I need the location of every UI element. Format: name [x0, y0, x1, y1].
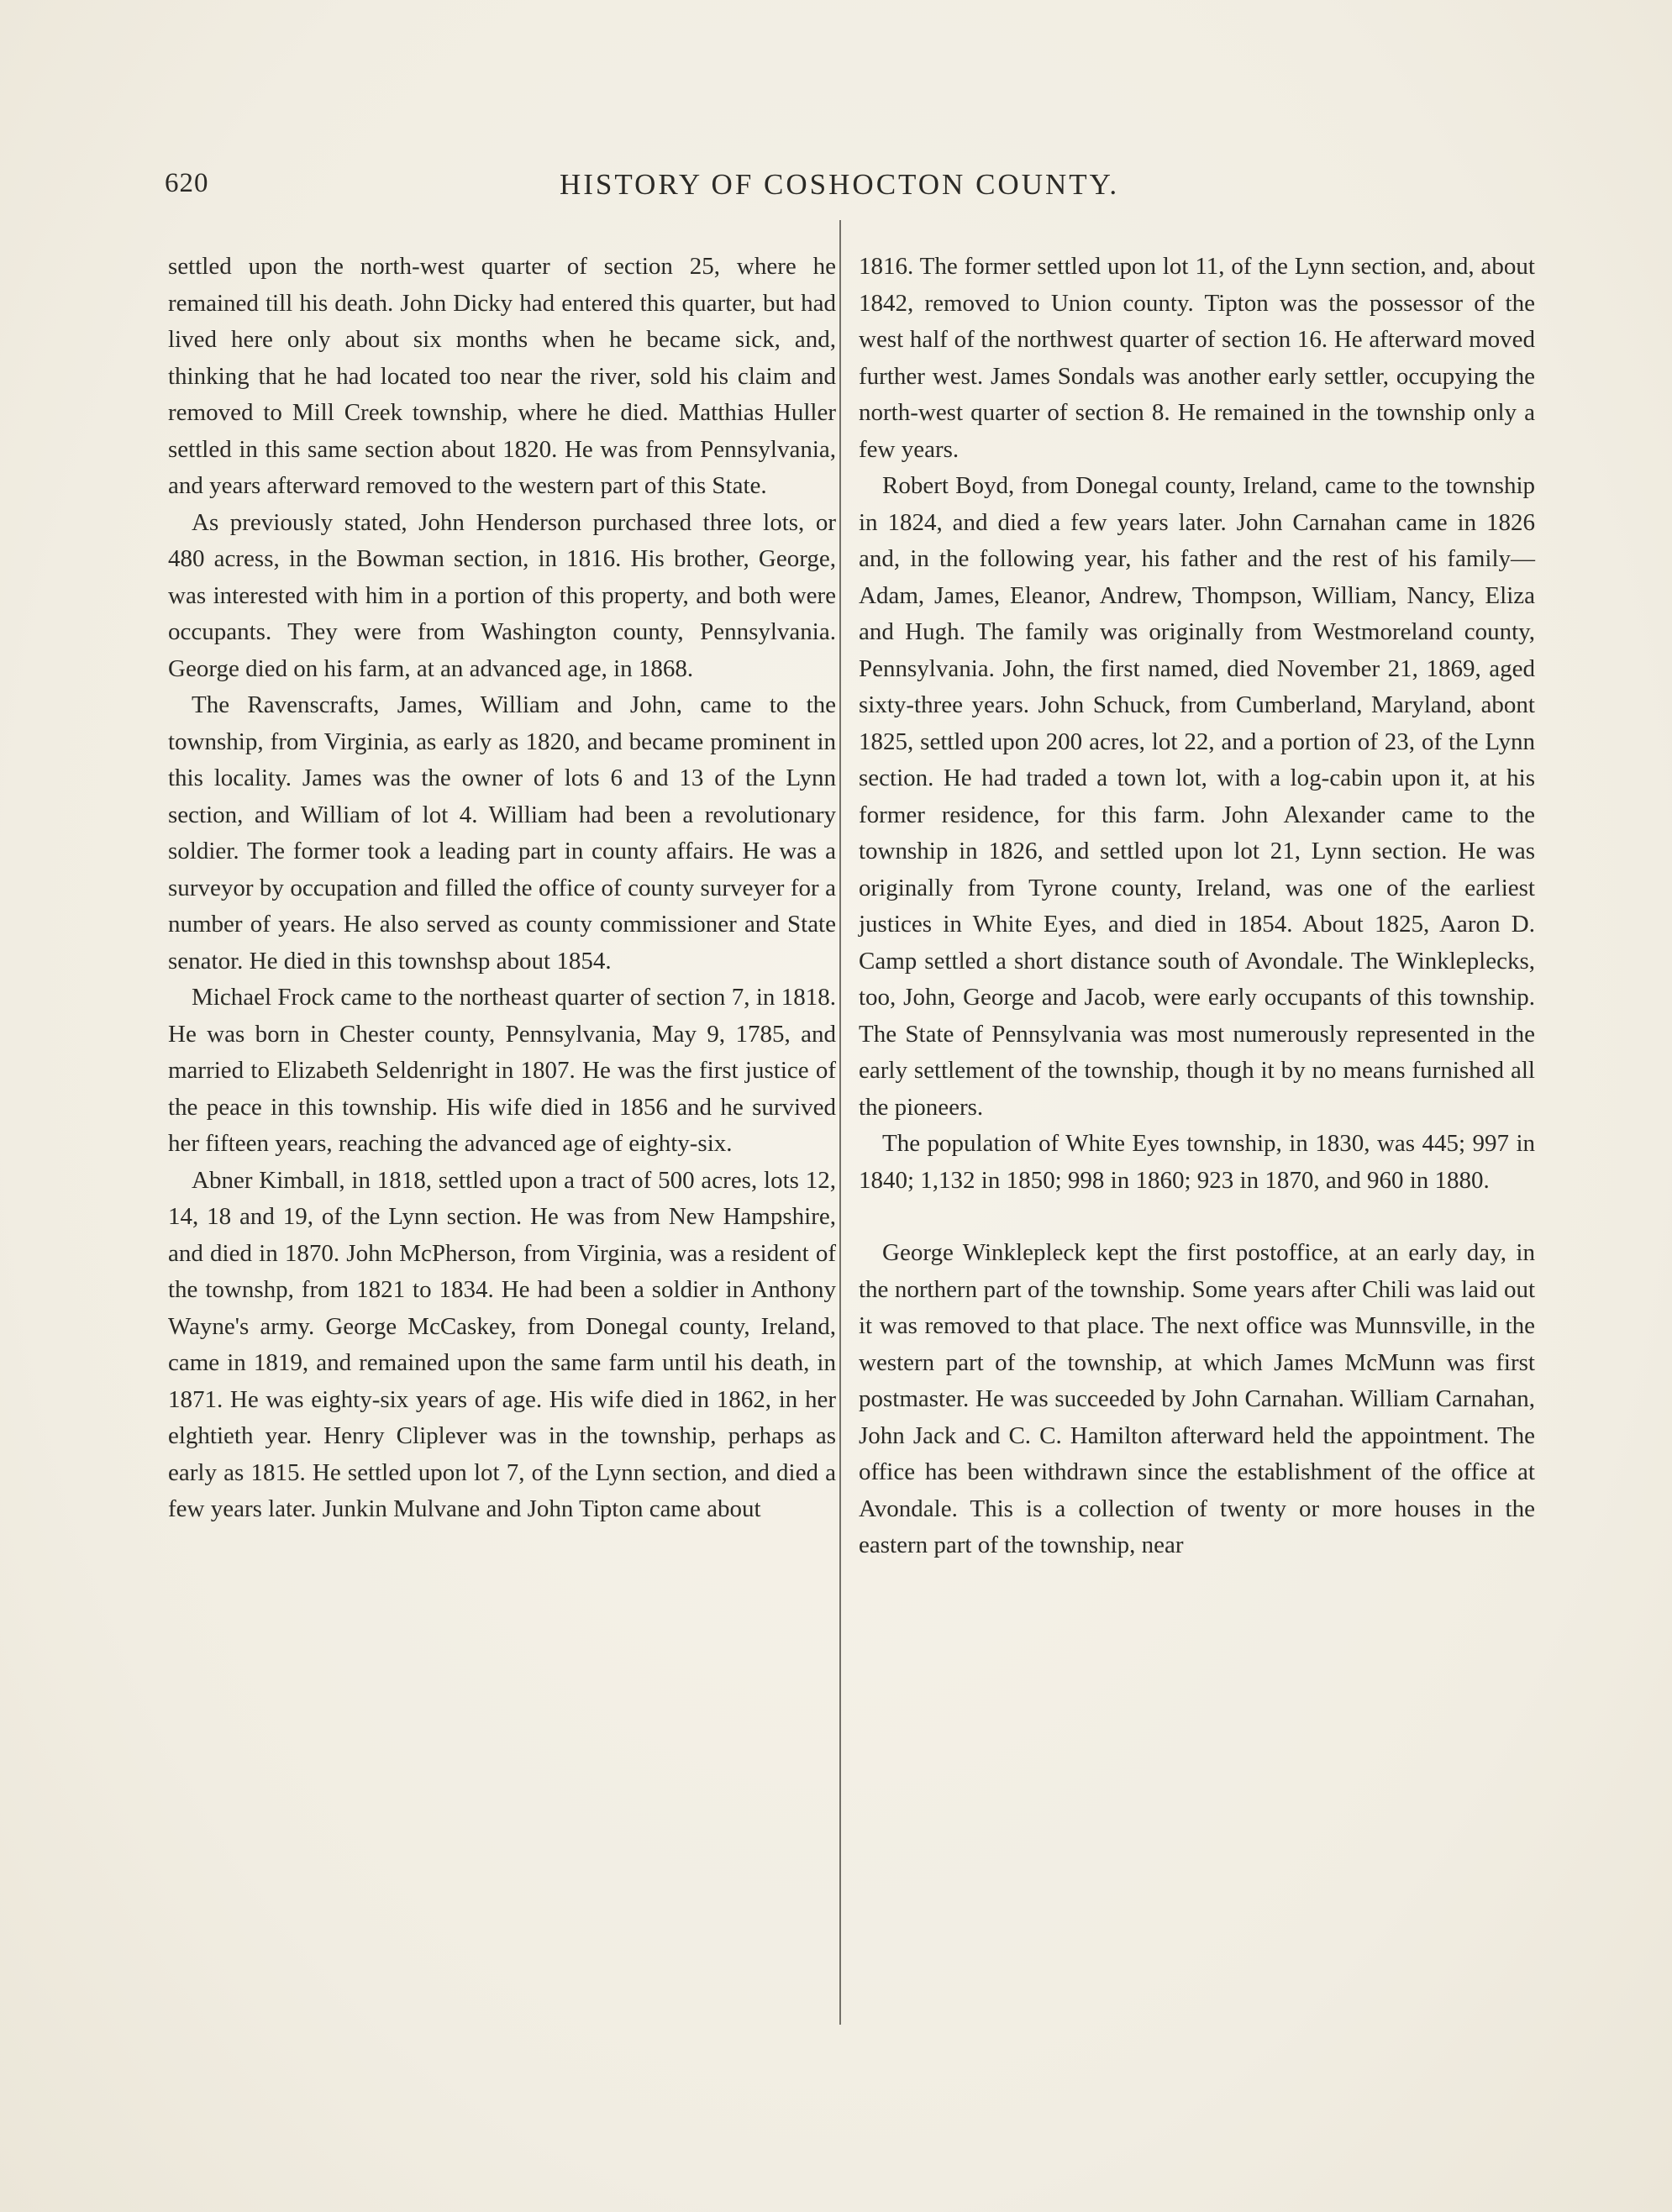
right-column	[859, 249, 1535, 1564]
paragraph-ravenscrafts: The Ravenscrafts, James, William and John, came to the township, from Virginia, as early as 1820, and became prominent in this locality. James was the owner of lots 6 and 13 of the Lynn section, and William of lot 4. William had been a revolutionary soldier. The former took a leading part in county affairs. He was a surveyor by occupation and filled the office of county surveyer for a number of years. He also served as county commissioner and State senator. He died in this townshsp about 1854.	[168, 691, 836, 975]
column-divider	[839, 220, 841, 2025]
paragraph-henderson: As previously stated, John Henderson purchased three lots, or 480 acress, in the Bowman section, in 1816. His brother, George, was interested with him in a portion of this property, and both were occupants. They were from Washington county, Pennsylvania. George died on his farm, at an advanced age, in 1868.	[168, 508, 836, 682]
paragraph-boyd-carnahan: Robert Boyd, from Donegal county, Ireland, came to the township in 1824, and died a few years later. John Carnahan came in 1826 and, in the following year, his father and the rest of his family—Adam, James, Eleanor, Andrew, Thompson, William, Nancy, Eliza and Hugh. The family was originally from Westmoreland county, Pennsylvania. John, the first named, died November 21, 1869, aged sixty-three years. John Schuck, from Cumberland, Maryland, abont 1825, settled upon 200 acres, lot 22, and a portion of 23, of the Lynn section. He had traded a town lot, with a log-cabin upon it, at his former residence, for this farm. John Alexander came to the township in 1826, and settled upon lot 21, Lynn section. He was originally from Tyrone county, Ireland, was one of the earliest justices in White Eyes, and died in 1854. About 1825, Aaron D. Camp settled a short distance south of Avondale. The Winkleplecks, too, John, George and Jacob, were early occupants of this township. The State of Pennsylvania was most numerously represented in the early settlement of the township, though it by no means furnished all the pioneers.	[859, 472, 1535, 1121]
paragraph-population: The population of White Eyes township, in 1830, was 445; 997 in 1840; 1,132 in 1850; 998 in 1860; 923 in 1870, and 960 in 1880.	[859, 1130, 1535, 1194]
paragraph-postoffice: George Winklepleck kept the first postoffice, at an early day, in the northern part of the township. Some years after Chili was laid out it was removed to that place. The next office was Munnsville, in the western part of the township, at which James McMunn was first postmaster. He was succeeded by John Carnahan. William Carnahan, John Jack and C. C. Hamilton afterward held the appointment. The office has been withdrawn since the establishment of the office at Avondale. This is a collection of twenty or more houses in the eastern part of the township, near	[859, 1239, 1535, 1558]
paragraph-settled-upon: settled upon the north-west quarter of section 25, where he remained till his death. John Dicky had entered this quarter, but had lived here only about six months when he became sick, and, thinking that he had located too near the river, sold his claim and removed to Mill Creek township, where he died. Matthias Huller settled in this same section about 1820. He was from Pennsylvania, and years afterward removed to the western part of this State.	[168, 253, 836, 499]
running-title: HISTORY OF COSHOCTON COUNTY.	[560, 168, 1120, 201]
paragraph-kimball: Abner Kimball, in 1818, settled upon a tract of 500 acres, lots 12, 14, 18 and 19, of the Lynn section. He was from New Hampshire, and died in 1870. John McPherson, from Virginia, was a resident of the townshp, from 1821 to 1834. He had been a soldier in Anthony Wayne's army. George McCaskey, from Donegal county, Ireland, came in 1819, and remained upon the same farm until his death, in 1871. He was eighty-six years of age. His wife died in 1862, in her elghtieth year. Henry Cliplever was in the township, perhaps as early as 1815. He settled upon lot 7, of the Lynn section, and died a few years later. Junkin Mulvane and John Tipton came about	[168, 1166, 836, 1522]
paragraph-mulvane-tipton: 1816. The former settled upon lot 11, of the Lynn section, and, about 1842, removed to Union county. Tipton was the possessor of the west half of the northwest quarter of section 16. He afterward moved further west. James Sondals was another early settler, occupying the north-west quarter of section 8. He remained in the township only a few years.	[859, 253, 1535, 463]
left-column	[168, 249, 836, 1528]
page-number: 620	[165, 168, 209, 198]
paragraph-frock: Michael Frock came to the northeast quarter of section 7, in 1818. He was born in Chester county, Pennsylvania, May 9, 1785, and married to Elizabeth Seldenright in 1807. He was the first justice of the peace in this township. His wife died in 1856 and he survived her fifteen years, reaching the advanced age of eighty-six.	[168, 984, 836, 1157]
page-header	[165, 168, 1148, 218]
